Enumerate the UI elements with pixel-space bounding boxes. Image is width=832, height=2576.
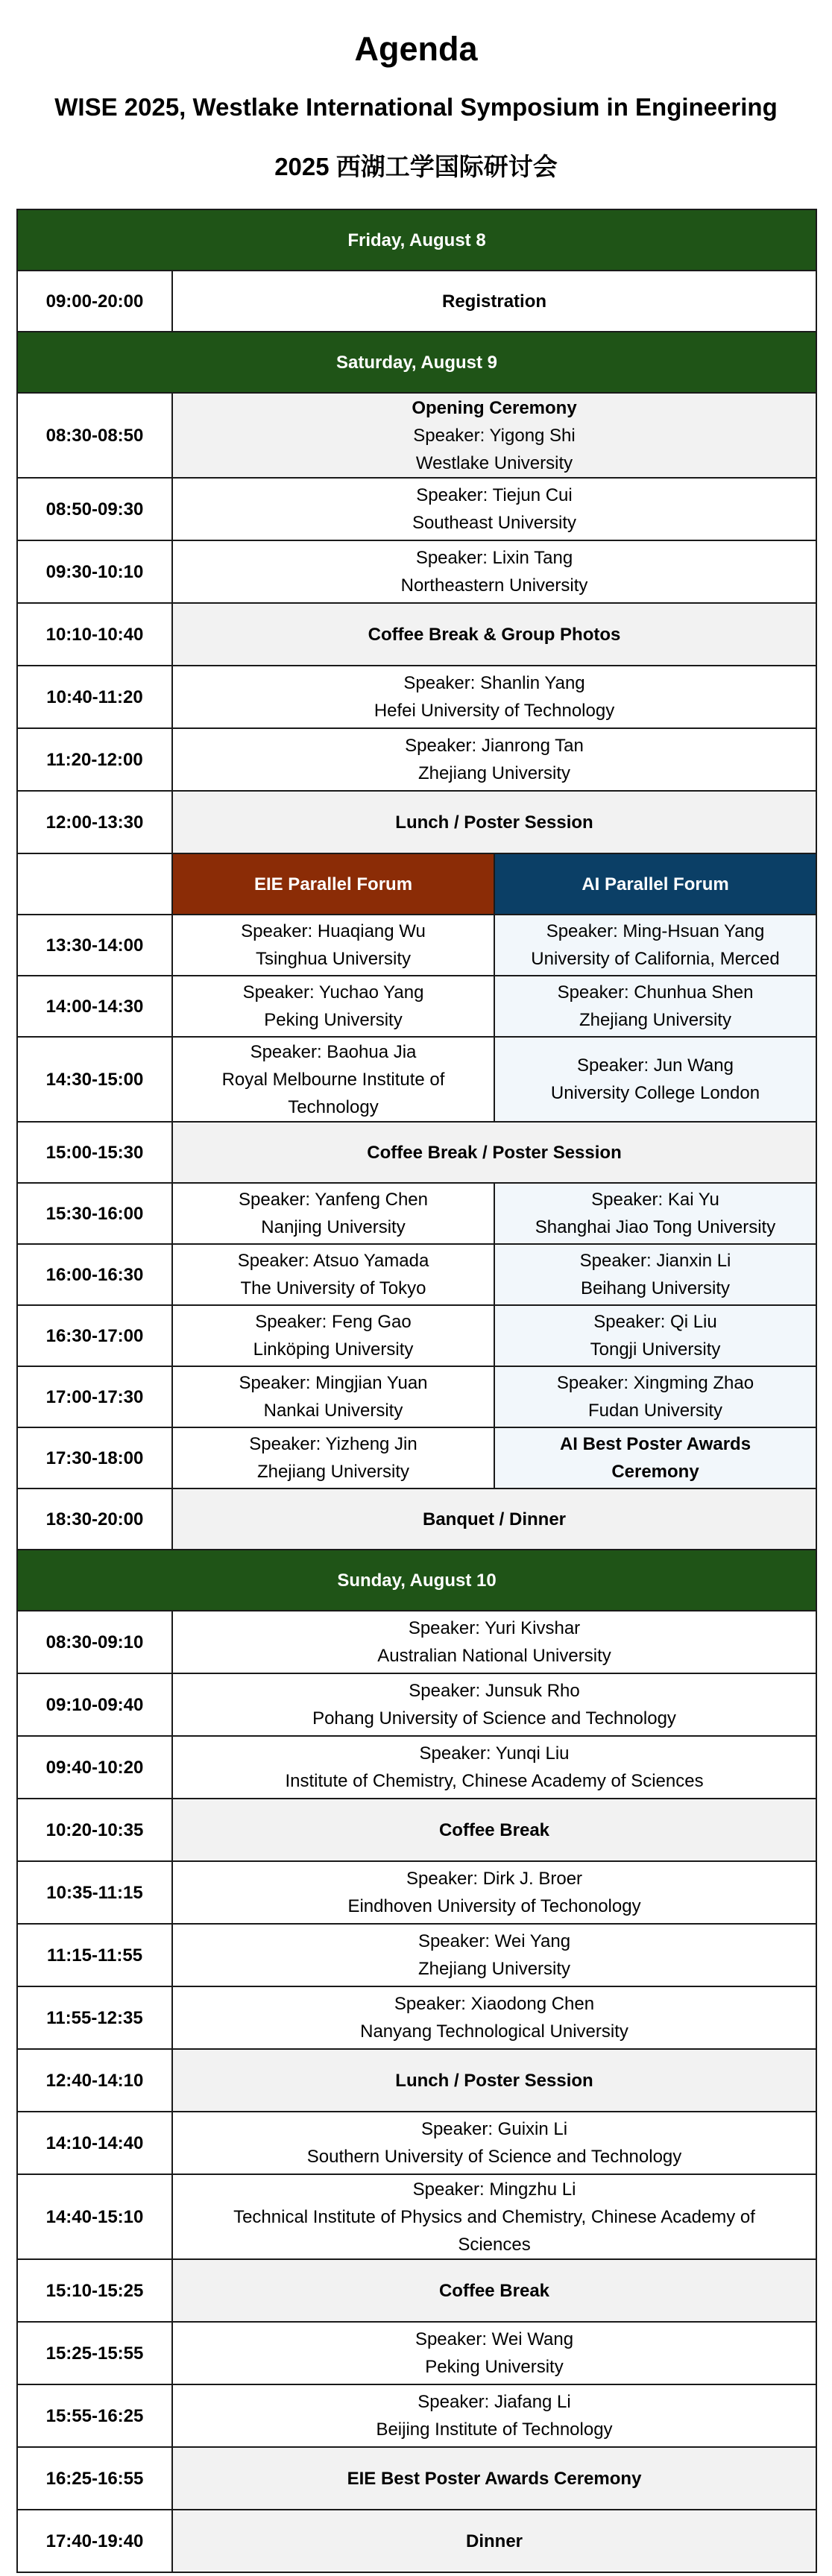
session-line: Technology xyxy=(288,1096,379,1117)
agenda-row xyxy=(17,1673,816,1736)
session-line: Speaker: Yuri Kivshar xyxy=(408,1618,581,1638)
session-line: Southern University of Science and Technology xyxy=(306,2147,682,2167)
session-line: Speaker: Jianxin Li xyxy=(579,1251,731,1271)
session-line: Speaker: Feng Gao xyxy=(255,1312,412,1332)
time-slot: 18:30-20:00 xyxy=(17,1489,172,1550)
session-line: Speaker: Shanlin Yang xyxy=(403,673,585,693)
parallel-row xyxy=(17,1366,816,1427)
parallel-row xyxy=(17,1244,816,1305)
parallel-row xyxy=(17,1427,816,1489)
session-cell xyxy=(172,540,816,603)
eie-session-cell xyxy=(172,1305,494,1366)
time-slot: 09:10-09:40 xyxy=(17,1673,172,1736)
session-cell xyxy=(172,393,816,478)
session-line: Banquet / Dinner xyxy=(423,1509,567,1530)
session-line: Hefei University of Technology xyxy=(374,701,615,721)
time-slot: 11:20-12:00 xyxy=(17,728,172,791)
ai-forum-header: AI Parallel Forum xyxy=(494,853,816,915)
time-slot: 17:40-19:40 xyxy=(17,2510,172,2572)
empty-time-cell xyxy=(17,853,172,915)
ai-session-cell xyxy=(494,1037,816,1122)
session-line: Speaker: Kai Yu xyxy=(591,1190,719,1210)
session-line: Southeast University xyxy=(412,513,577,533)
session-line: Institute of Chemistry, Chinese Academy of Sciences xyxy=(285,1771,704,1791)
session-line: Speaker: Qi Liu xyxy=(593,1312,717,1332)
agenda-row xyxy=(17,1122,816,1183)
session-cell xyxy=(172,1924,816,1986)
agenda-row xyxy=(17,603,816,666)
time-slot: 09:30-10:10 xyxy=(17,540,172,603)
time-slot: 10:20-10:35 xyxy=(17,1799,172,1861)
ai-session-cell xyxy=(494,1244,816,1305)
agenda-row xyxy=(17,791,816,853)
day-header-row xyxy=(17,1550,816,1611)
session-line: Speaker: Xiaodong Chen xyxy=(394,1994,595,2014)
session-line: Coffee Break xyxy=(438,2280,550,2301)
session-line: Speaker: Chunhua Shen xyxy=(557,982,754,1003)
session-line: Peking University xyxy=(425,2357,564,2377)
parallel-row xyxy=(17,1037,816,1122)
session-cell xyxy=(172,1861,816,1924)
eie-session-cell xyxy=(172,1183,494,1244)
agenda-row xyxy=(17,2174,816,2259)
session-line: Speaker: Jianrong Tan xyxy=(405,736,584,756)
agenda-row xyxy=(17,1986,816,2049)
eie-forum-header: EIE Parallel Forum xyxy=(172,853,494,915)
agenda-row xyxy=(17,2112,816,2174)
time-slot: 16:25-16:55 xyxy=(17,2447,172,2510)
session-line: Beihang University xyxy=(580,1278,731,1298)
session-cell xyxy=(172,2447,816,2510)
session-line: Speaker: Junsuk Rho xyxy=(409,1681,580,1701)
time-slot: 10:35-11:15 xyxy=(17,1861,172,1924)
eie-session-cell xyxy=(172,915,494,976)
session-line: The University of Tokyo xyxy=(240,1278,426,1298)
time-slot: 11:55-12:35 xyxy=(17,1986,172,2049)
session-line: Speaker: Yizheng Jin xyxy=(249,1434,417,1454)
session-line: Peking University xyxy=(264,1010,403,1030)
session-line: Lunch / Poster Session xyxy=(395,812,593,833)
session-line: Speaker: Jun Wang xyxy=(577,1055,734,1076)
session-line: Royal Melbourne Institute of xyxy=(221,1069,445,1090)
time-slot: 15:00-15:30 xyxy=(17,1122,172,1183)
parallel-row xyxy=(17,976,816,1037)
time-slot: 14:00-14:30 xyxy=(17,976,172,1037)
day-header-row xyxy=(17,332,816,393)
agenda-row xyxy=(17,1736,816,1799)
ai-session-cell xyxy=(494,1183,816,1244)
time-slot: 13:30-14:00 xyxy=(17,915,172,976)
eie-session-cell xyxy=(172,1037,494,1122)
agenda-row xyxy=(17,1924,816,1986)
eie-session-cell xyxy=(172,976,494,1037)
parallel-row xyxy=(17,915,816,976)
session-cell xyxy=(172,1986,816,2049)
page-subtitle-chinese: 2025 西湖工学国际研讨会 xyxy=(274,153,558,180)
session-line: Eindhoven University of Techonology xyxy=(347,1896,641,1916)
session-line: Linköping University xyxy=(253,1339,414,1360)
time-slot: 11:15-11:55 xyxy=(17,1924,172,1986)
session-line: Opening Ceremony xyxy=(412,397,577,418)
eie-session-cell xyxy=(172,1366,494,1427)
session-line: Dinner xyxy=(466,2531,523,2551)
parallel-forum-header-row xyxy=(17,853,816,915)
page-subtitle: WISE 2025, Westlake International Symposium in Engineering xyxy=(54,93,778,121)
agenda-row xyxy=(17,478,816,540)
agenda-row xyxy=(17,2510,816,2572)
time-slot: 15:25-15:55 xyxy=(17,2322,172,2384)
session-cell xyxy=(172,2112,816,2174)
session-line: Lunch / Poster Session xyxy=(395,2070,593,2091)
session-line: Speaker: Xingming Zhao xyxy=(556,1373,754,1393)
time-slot: 17:00-17:30 xyxy=(17,1366,172,1427)
session-line: Zhejiang University xyxy=(417,1959,571,1979)
eie-session-cell xyxy=(172,1244,494,1305)
session-line: Zhejiang University xyxy=(256,1462,410,1482)
session-line: Northeastern University xyxy=(400,575,588,596)
parallel-row xyxy=(17,1305,816,1366)
session-line: Speaker: Guixin Li xyxy=(420,2119,568,2139)
session-line: University College London xyxy=(550,1083,760,1103)
time-slot: 15:10-15:25 xyxy=(17,2259,172,2322)
time-slot: 08:30-09:10 xyxy=(17,1611,172,1673)
ai-session-cell xyxy=(494,976,816,1037)
agenda-row xyxy=(17,2447,816,2510)
session-line: Speaker: Huaqiang Wu xyxy=(241,921,426,941)
time-slot: 15:30-16:00 xyxy=(17,1183,172,1244)
session-line: AI Best Poster Awards xyxy=(559,1434,751,1454)
session-line: Speaker: Baohua Jia xyxy=(250,1041,417,1062)
day-header: Saturday, August 9 xyxy=(17,332,816,393)
ai-session-cell xyxy=(494,1305,816,1366)
time-slot: 08:30-08:50 xyxy=(17,393,172,478)
session-cell xyxy=(172,2384,816,2447)
session-line: Speaker: Wei Wang xyxy=(415,2329,574,2349)
session-line: EIE Best Poster Awards Ceremony xyxy=(347,2468,642,2489)
session-cell xyxy=(172,1799,816,1861)
eie-session-cell xyxy=(172,1427,494,1489)
session-line: Speaker: Ming-Hsuan Yang xyxy=(546,921,765,941)
session-line: Nankai University xyxy=(263,1401,403,1421)
session-cell xyxy=(172,2049,816,2112)
time-slot: 08:50-09:30 xyxy=(17,478,172,540)
session-cell xyxy=(172,1673,816,1736)
time-slot: 14:10-14:40 xyxy=(17,2112,172,2174)
session-line: Ceremony xyxy=(611,1462,699,1482)
session-cell xyxy=(172,2259,816,2322)
session-line: Speaker: Yigong Shi xyxy=(413,425,576,446)
session-line: Pohang University of Science and Technology xyxy=(312,1708,676,1729)
session-line: Coffee Break xyxy=(438,1819,550,1840)
page-title: Agenda xyxy=(354,30,478,68)
parallel-row xyxy=(17,1183,816,1244)
time-slot: 10:40-11:20 xyxy=(17,666,172,728)
session-line: Tongji University xyxy=(590,1339,721,1360)
session-line: Speaker: Yanfeng Chen xyxy=(239,1190,428,1210)
session-line: Speaker: Mingjian Yuan xyxy=(239,1373,428,1393)
session-cell xyxy=(172,478,816,540)
session-cell xyxy=(172,1122,816,1183)
agenda-row xyxy=(17,666,816,728)
session-line: Speaker: Dirk J. Broer xyxy=(406,1869,583,1889)
session-cell xyxy=(172,791,816,853)
time-slot: 14:40-15:10 xyxy=(17,2174,172,2259)
session-line: Speaker: Mingzhu Li xyxy=(412,2179,576,2200)
agenda-row xyxy=(17,2322,816,2384)
time-slot: 10:10-10:40 xyxy=(17,603,172,666)
ai-session-cell xyxy=(494,1427,816,1489)
session-line: Fudan University xyxy=(587,1401,723,1421)
time-slot: 12:00-13:30 xyxy=(17,791,172,853)
agenda-row xyxy=(17,728,816,791)
time-slot: 14:30-15:00 xyxy=(17,1037,172,1122)
day-header: Friday, August 8 xyxy=(17,209,816,271)
session-line: Registration xyxy=(442,291,547,312)
session-line: Speaker: Lixin Tang xyxy=(415,548,573,568)
session-cell xyxy=(172,666,816,728)
session-line: Speaker: Tiejun Cui xyxy=(416,485,573,505)
session-line: Nanyang Technological University xyxy=(360,2021,628,2042)
agenda-row xyxy=(17,1861,816,1924)
agenda-row xyxy=(17,393,816,478)
session-line: Speaker: Yuchao Yang xyxy=(242,982,424,1003)
time-slot: 16:00-16:30 xyxy=(17,1244,172,1305)
session-line: Shanghai Jiao Tong University xyxy=(535,1217,776,1237)
agenda-row xyxy=(17,2259,816,2322)
session-line: Zhejiang University xyxy=(417,763,571,783)
agenda-row xyxy=(17,1489,816,1550)
time-slot: 09:40-10:20 xyxy=(17,1736,172,1799)
session-line: Westlake University xyxy=(415,452,573,473)
session-line: Coffee Break / Poster Session xyxy=(367,1142,622,1163)
agenda-row xyxy=(17,540,816,603)
session-line: Nanjing University xyxy=(261,1217,406,1237)
session-line: Sciences xyxy=(458,2234,531,2255)
time-slot: 12:40-14:10 xyxy=(17,2049,172,2112)
session-cell xyxy=(172,2322,816,2384)
day-header: Sunday, August 10 xyxy=(17,1550,816,1611)
session-line: Australian National University xyxy=(377,1646,611,1666)
ai-session-cell xyxy=(494,1366,816,1427)
agenda-row xyxy=(17,2049,816,2112)
time-slot: 16:30-17:00 xyxy=(17,1305,172,1366)
agenda-row xyxy=(17,2384,816,2447)
agenda-row xyxy=(17,271,816,332)
session-line: Speaker: Jiafang Li xyxy=(417,2392,571,2412)
session-cell xyxy=(172,2510,816,2572)
time-slot: 09:00-20:00 xyxy=(17,271,172,332)
session-cell xyxy=(172,1611,816,1673)
session-line: Zhejiang University xyxy=(579,1010,732,1030)
session-cell xyxy=(172,2174,816,2259)
session-line: Coffee Break & Group Photos xyxy=(368,624,621,645)
session-line: Technical Institute of Physics and Chemistry, Chinese Academy of xyxy=(233,2206,755,2227)
agenda-row xyxy=(17,1799,816,1861)
session-cell xyxy=(172,603,816,666)
ai-session-cell xyxy=(494,915,816,976)
day-header-row xyxy=(17,209,816,271)
session-cell xyxy=(172,728,816,791)
session-line: University of California, Merced xyxy=(531,949,780,969)
agenda-row xyxy=(17,1611,816,1673)
session-cell xyxy=(172,271,816,332)
session-line: Speaker: Wei Yang xyxy=(417,1931,571,1951)
session-cell xyxy=(172,1736,816,1799)
time-slot: 17:30-18:00 xyxy=(17,1427,172,1489)
time-slot: 15:55-16:25 xyxy=(17,2384,172,2447)
session-line: Beijing Institute of Technology xyxy=(376,2419,613,2440)
agenda-table xyxy=(16,209,817,2573)
session-line: Tsinghua University xyxy=(255,949,412,969)
session-cell xyxy=(172,1489,816,1550)
session-line: Speaker: Yunqi Liu xyxy=(419,1743,570,1764)
session-line: Speaker: Atsuo Yamada xyxy=(237,1251,429,1271)
